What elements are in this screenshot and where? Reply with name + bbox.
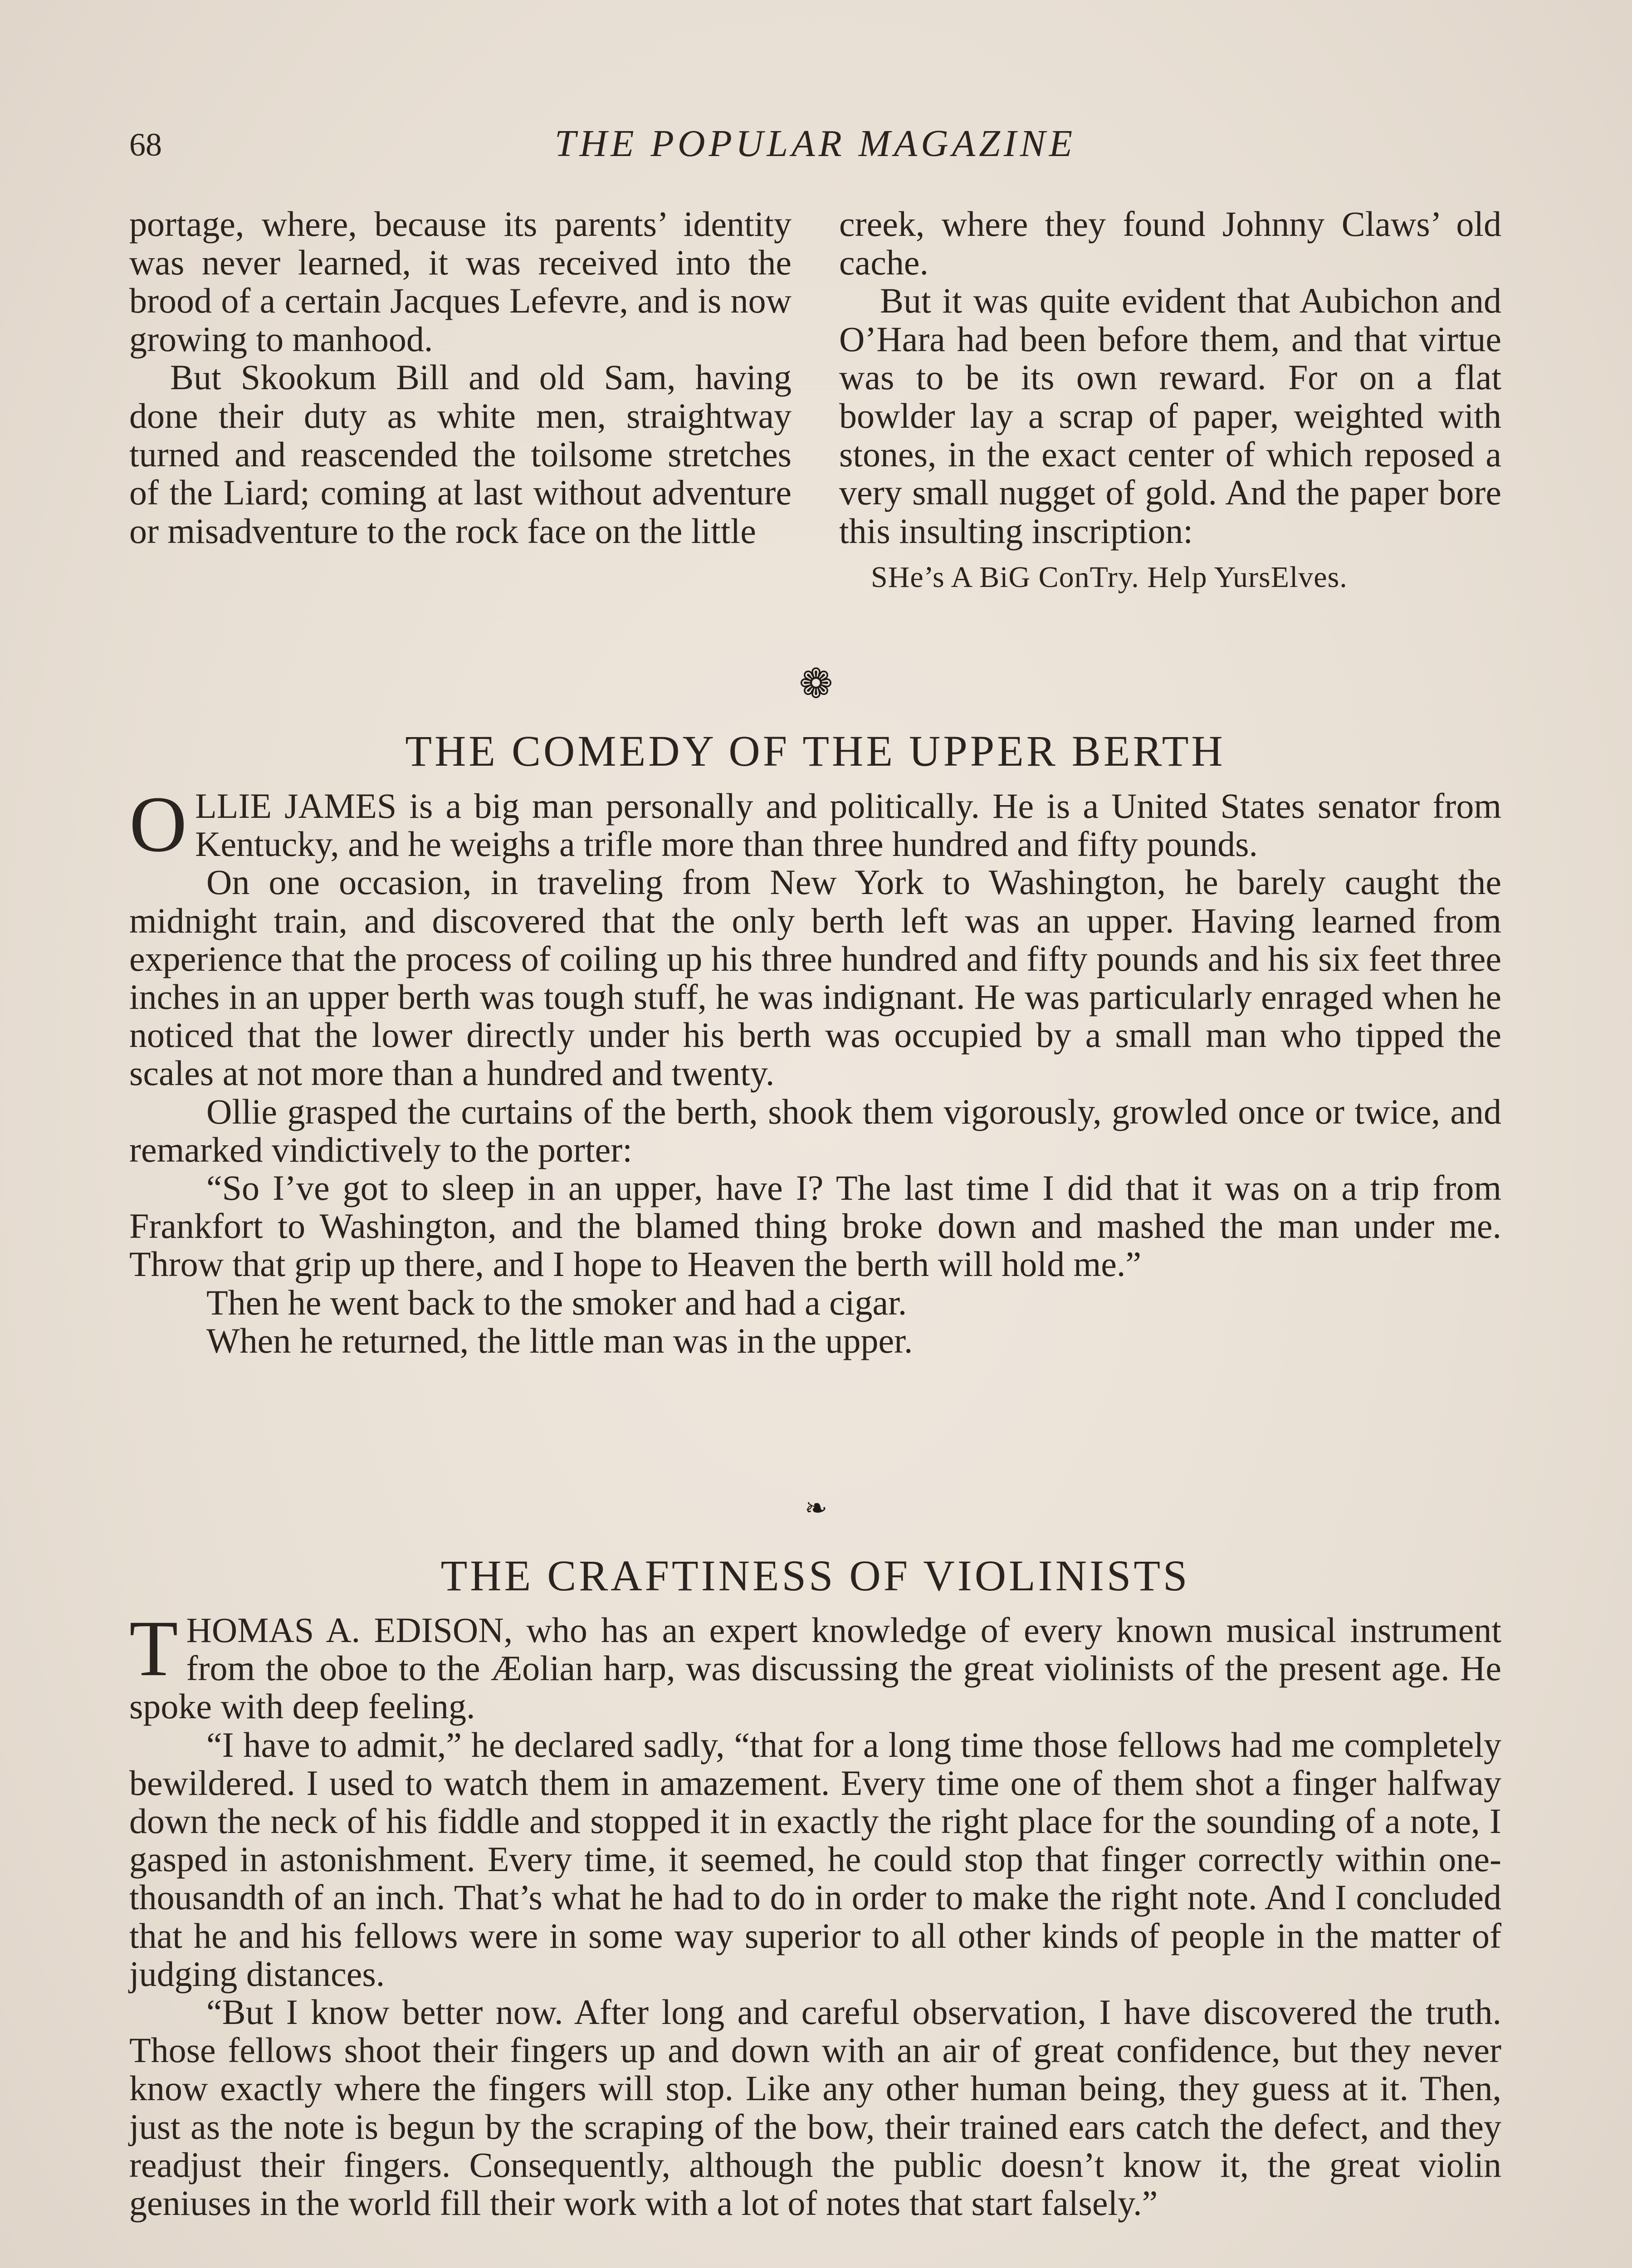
paragraph: “I have to admit,” he declared sadly, “that for a long time those fellows had me completely bewildered. I used to watch them in amazement. Every time one of them shot a finger halfway down the neck of his fiddle and stopped it in exactly the right place for the sounding of a note, I gasped in astonishment. Every time, it seemed, he could stop that finger correctly within one-thousandth of an inch. That’s what he had to do in order to make the right note. And I concluded that he and his fellows were in some way superior to all other kinds of people in the matter of judging distances. [129,1725,1501,1994]
paragraph: “So I’ve got to sleep in an upper, have I? The last time I did that it was on a trip from Frankfort to Washington, and the blamed thing broke down and mashed the man under me. Throw that grip up there, and I hope to Heaven the berth will hold me.” [129,1168,1501,1284]
inscription: SHe’s A BiG ConTry. Help YursElves. [871,561,1348,594]
page-number: 68 [129,127,162,163]
leaf-ornament-icon: ❧ [804,1493,828,1523]
paragraph: creek, where they found Johnny Claws’ old cache. [839,204,1501,282]
story-upper-berth [129,780,1501,1360]
flower-ornament-icon: ❁ [799,662,833,707]
continued-story-left-column [129,205,792,550]
paragraph: When he returned, the little man was in the upper. [206,1320,913,1360]
paragraph: Ollie grasped the curtains of the berth, shook them vigorously, growled once or twice, and remarked vindictively to the porter: [129,1091,1501,1169]
paragraph: “But I know better now. After long and careful observation, I have discovered the truth. Those fellows shoot their fingers up and down with an air of great confidence, but they never know exactly where the fingers will stop. Like any other human being, they guess at it. Then, just as the note is begun by the scraping of the bow, their trained ears catch the defect, and they readjust their fingers. Consequently, although the public doesn’t know it, the great violin geniuses in the world fill their work with a lot of notes that start falsely.” [129,1992,1501,2223]
paragraph: But Skookum Bill and old Sam, having done their duty as white men, straightway turned and reascended the toilsome stretches of the Liard; coming at last without adventure or misadventure to the rock face on the little [129,357,792,551]
section-title-upper-berth: THE COMEDY OF THE UPPER BERTH [405,727,1226,775]
running-title: THE POPULAR MAGAZINE [554,122,1076,165]
lead-paragraph [129,1604,1501,1726]
lead-text: HOMAS A. EDISON, who has an expert knowledge of every known musical instrument from the oboe to the Æolian harp, was discussing the great violinists of the present age. He spoke with deep feeling. [129,1610,1501,1726]
page-header [129,122,1501,171]
lead-paragraph [129,780,1501,869]
story-violinists [129,1604,1501,2223]
paragraph: Then he went back to the smoker and had a cigar. [206,1282,907,1322]
section-title-violinists: THE CRAFTINESS OF VIOLINISTS [440,1551,1190,1600]
paragraph: But it was quite evident that Aubichon and O’Hara had been before them, and that virtue was to be its own reward. For on a flat bowlder lay a scrap of paper, weighted with stones, in the exact center of which reposed a very small nugget of gold. And the paper bore this insulting inscription: [839,281,1501,551]
drop-cap: O [129,780,187,869]
lead-text: LLIE JAMES is a big man personally and politically. He is a United States senator from Kentucky, and he weighs a trifle more than three hundred and fifty pounds. [195,786,1501,864]
paragraph: On one occasion, in traveling from New York to Washington, he barely caught the midnight train, and discovered that the only berth left was an upper. Having learned from experience that the process of coiling up his three hundred and fifty pounds and his six feet three inches in an upper berth was tough stuff, he was indignant. He was particularly enraged when he noticed that the lower directly under his berth was occupied by a small man who tipped the scales at not more than a hundred and twenty. [129,862,1501,1093]
continued-story-right-column [839,205,1501,597]
paragraph: portage, where, because its parents’ identity was never learned, it was received into the brood of a certain Jacques Lefevre, and is now growing to manhood. [129,204,792,359]
drop-cap: T [129,1604,178,1693]
